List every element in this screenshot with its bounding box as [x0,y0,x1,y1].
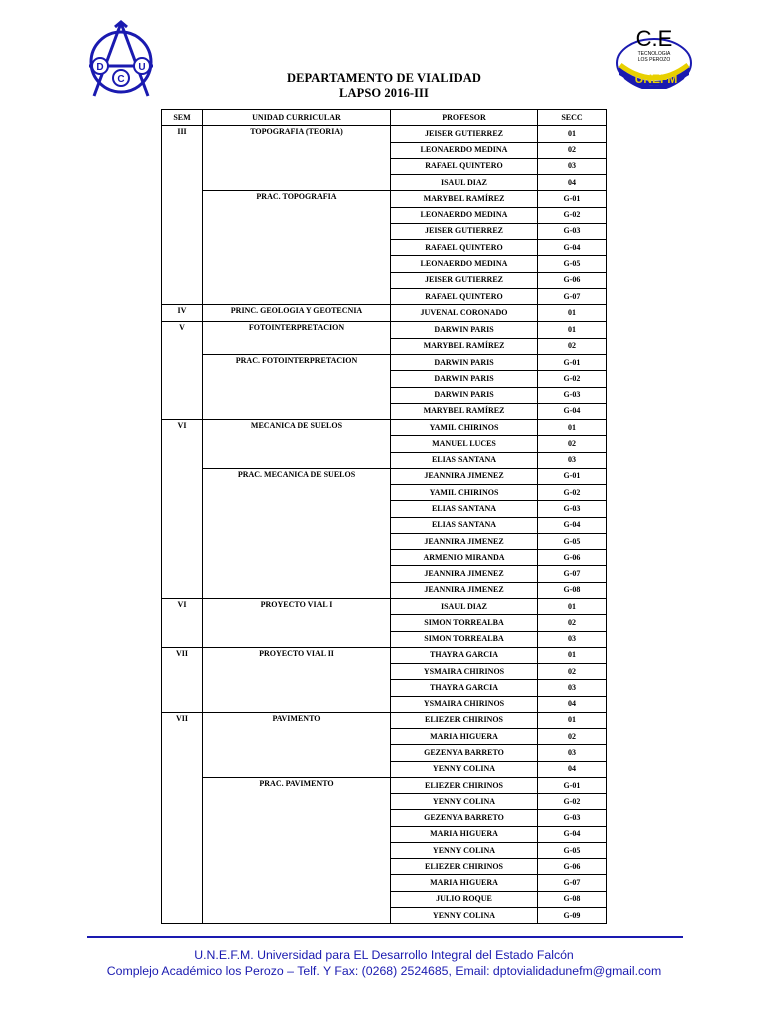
cell-profesor: YENNY COLINA [391,842,538,858]
cell-secc: G-07 [538,566,607,582]
cell-profesor: YENNY COLINA [391,761,538,777]
cell-secc: 03 [538,158,607,174]
cell-secc: 03 [538,452,607,468]
cell-unidad-curricular: PRAC. FOTOINTERPRETACION [203,354,391,419]
cell-secc: G-03 [538,810,607,826]
logo-letter-d: D [96,62,104,73]
cell-secc: G-06 [538,550,607,566]
cell-profesor: JEANNIRA JIMENEZ [391,582,538,598]
cell-profesor: MARIA HIGUERA [391,826,538,842]
cell-profesor: ELIEZER CHIRINOS [391,712,538,728]
cell-secc: 04 [538,696,607,712]
table-row [162,354,607,370]
schedule-table-body [162,126,607,924]
table-header-row [162,110,607,126]
page-title: DEPARTAMENTO DE VIALIDAD [286,71,482,85]
cell-profesor: JEISER GUTIERREZ [391,272,538,288]
cell-sem: V [162,322,203,420]
cell-secc: G-03 [538,223,607,239]
cell-secc: 02 [538,436,607,452]
table-row [162,598,607,614]
cell-secc: 03 [538,745,607,761]
logo-small-text-1: TECNOLOGIA [637,51,671,57]
cell-profesor: JEISER GUTIERREZ [391,223,538,239]
cell-profesor: JEISER GUTIERREZ [391,126,538,142]
cell-profesor: DARWIN PARIS [391,354,538,370]
cell-secc: G-05 [538,533,607,549]
cell-secc: G-06 [538,859,607,875]
cell-secc: G-04 [538,403,607,419]
cell-secc: G-06 [538,272,607,288]
cell-profesor: MARYBEL RAMÍREZ [391,403,538,419]
cell-profesor: YENNY COLINA [391,794,538,810]
cell-sem: VI [162,598,203,647]
table-row [162,126,607,142]
cell-secc: 01 [538,126,607,142]
cell-secc: 01 [538,647,607,663]
cell-secc: G-04 [538,826,607,842]
cell-profesor: RAFAEL QUINTERO [391,240,538,256]
logo-small-text-2: LOS PEROZO [637,57,671,63]
cell-secc: G-03 [538,501,607,517]
cell-secc: 02 [538,729,607,745]
cell-profesor: YENNY COLINA [391,908,538,924]
header-profesor: PROFESOR [391,110,538,126]
cell-profesor: ELIAS SANTANA [391,452,538,468]
cell-secc: G-02 [538,794,607,810]
cell-profesor: ARMENIO MIRANDA [391,550,538,566]
logo-letter-u: U [138,62,146,73]
cell-secc: G-09 [538,908,607,924]
cell-profesor: SIMON TORREALBA [391,631,538,647]
header-secc: SECC [538,110,607,126]
cell-secc: 02 [538,664,607,680]
cell-sem: VII [162,712,203,923]
cell-secc: G-05 [538,256,607,272]
cell-profesor: ISAUL DIAZ [391,175,538,191]
cell-secc: 03 [538,631,607,647]
logo-ce-text: C.E [635,26,673,51]
cell-secc: G-07 [538,875,607,891]
cell-secc: 01 [538,598,607,614]
cell-sem: VI [162,420,203,599]
table-row [162,468,607,484]
cell-secc: G-05 [538,842,607,858]
header-sem: SEM [162,110,203,126]
cell-secc: G-02 [538,485,607,501]
cell-unidad-curricular: PROYECTO VIAL I [203,598,391,647]
cell-secc: G-01 [538,354,607,370]
cell-profesor: DARWIN PARIS [391,322,538,338]
cell-sem: IV [162,305,203,322]
cell-profesor: GEZENYA BARRETO [391,745,538,761]
cell-secc: 01 [538,420,607,436]
table-row [162,305,607,322]
cell-profesor: LEONAERDO MEDINA [391,207,538,223]
footer-contact: Complejo Académico los Perozo – Telf. Y Fax: (0268) 2524685, Email: dptovialidadunefm@gmail.com [106,964,662,978]
cell-unidad-curricular: PROYECTO VIAL II [203,647,391,712]
cell-profesor: GEZENYA BARRETO [391,810,538,826]
cell-profesor: DARWIN PARIS [391,387,538,403]
cell-unidad-curricular: TOPOGRAFIA (TEORIA) [203,126,391,191]
cell-profesor: YAMIL CHIRINOS [391,420,538,436]
logo-unefm-text: UNEFM [634,72,678,86]
cell-secc: G-04 [538,240,607,256]
cell-secc: G-02 [538,207,607,223]
cell-secc: 04 [538,175,607,191]
cell-profesor: MARIA HIGUERA [391,729,538,745]
cell-profesor: MARYBEL RAMÍREZ [391,191,538,207]
table-row [162,777,607,793]
cell-unidad-curricular: PRAC. PAVIMENTO [203,777,391,923]
cell-profesor: JUVENAL CORONADO [391,305,538,322]
cell-unidad-curricular: MECANICA DE SUELOS [203,420,391,469]
cell-profesor: MANUEL LUCES [391,436,538,452]
cell-profesor: JEANNIRA JIMENEZ [391,468,538,484]
cell-secc: G-08 [538,891,607,907]
header-unidad-curricular: UNIDAD CURRICULAR [203,110,391,126]
cell-profesor: THAYRA GARCIA [391,647,538,663]
cell-secc: 02 [538,338,607,354]
cell-secc: G-01 [538,468,607,484]
footer-institution: U.N.E.F.M. Universidad para EL Desarrollo Integral del Estado Falcón [194,948,574,962]
cell-profesor: MARYBEL RAMÍREZ [391,338,538,354]
cell-secc: 02 [538,615,607,631]
cell-secc: 01 [538,305,607,322]
cell-profesor: ELIEZER CHIRINOS [391,777,538,793]
cell-profesor: DARWIN PARIS [391,371,538,387]
cell-profesor: RAFAEL QUINTERO [391,288,538,304]
page-subtitle: LAPSO 2016-III [339,86,429,100]
cell-unidad-curricular: PRAC. TOPOGRAFIA [203,191,391,305]
cell-profesor: LEONAERDO MEDINA [391,256,538,272]
cell-profesor: SIMON TORREALBA [391,615,538,631]
cell-profesor: RAFAEL QUINTERO [391,158,538,174]
table-row [162,191,607,207]
cell-profesor: ELIEZER CHIRINOS [391,859,538,875]
cell-secc: 02 [538,142,607,158]
cell-secc: G-07 [538,288,607,304]
cell-unidad-curricular: PRAC. MECANICA DE SUELOS [203,468,391,598]
cell-secc: G-08 [538,582,607,598]
cell-profesor: JULIO ROQUE [391,891,538,907]
cell-profesor: YSMAIRA CHIRINOS [391,664,538,680]
cell-unidad-curricular: PRINC. GEOLOGIA Y GEOTECNIA [203,305,391,322]
table-row [162,647,607,663]
schedule-table [161,109,607,924]
footer-divider [87,936,683,938]
cell-secc: G-01 [538,191,607,207]
cell-profesor: MARIA HIGUERA [391,875,538,891]
cell-sem: III [162,126,203,305]
cell-profesor: ISAUL DIAZ [391,598,538,614]
cell-profesor: JEANNIRA JIMENEZ [391,533,538,549]
cell-profesor: JEANNIRA JIMENEZ [391,566,538,582]
table-row [162,322,607,338]
cell-secc: 01 [538,712,607,728]
cell-secc: 04 [538,761,607,777]
table-row [162,712,607,728]
cell-profesor: THAYRA GARCIA [391,680,538,696]
cell-profesor: LEONAERDO MEDINA [391,142,538,158]
cell-secc: G-04 [538,517,607,533]
cell-profesor: ELIAS SANTANA [391,501,538,517]
cell-unidad-curricular: PAVIMENTO [203,712,391,777]
cell-profesor: YAMIL CHIRINOS [391,485,538,501]
table-row [162,420,607,436]
cell-profesor: ELIAS SANTANA [391,517,538,533]
cell-secc: G-02 [538,371,607,387]
cell-secc: 03 [538,680,607,696]
cell-profesor: YSMAIRA CHIRINOS [391,696,538,712]
cell-secc: G-03 [538,387,607,403]
cell-unidad-curricular: FOTOINTERPRETACION [203,322,391,355]
cell-secc: G-01 [538,777,607,793]
logo-letter-c: C [117,74,125,85]
cell-sem: VII [162,647,203,712]
cell-secc: 01 [538,322,607,338]
